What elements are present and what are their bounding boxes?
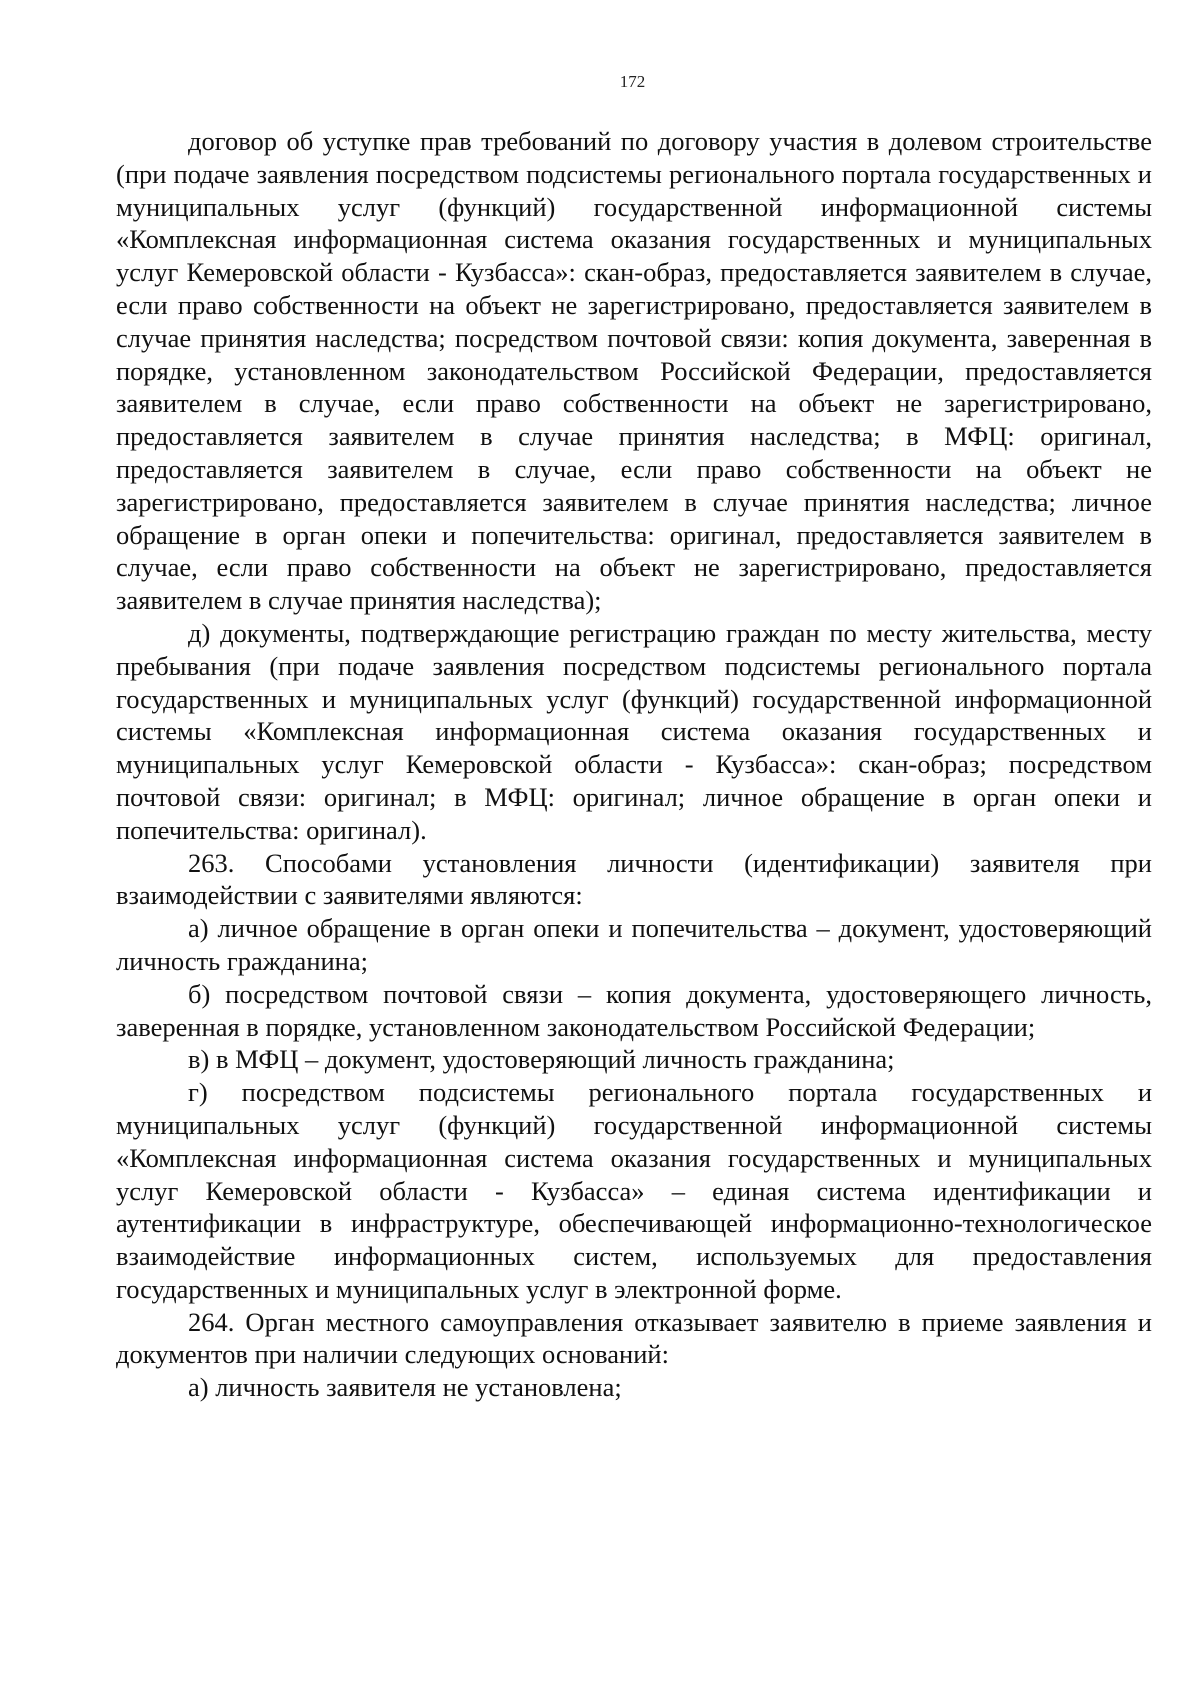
paragraph-263-item-a: а) личное обращение в орган опеки и попечительства – документ, удостоверяющий личность гражданина; [116, 913, 1152, 976]
paragraph-263-item-v: в) в МФЦ – документ, удостоверяющий личность гражданина; [188, 1044, 895, 1075]
page-number: 172 [619, 72, 646, 91]
paragraph-263-identification-methods: 263. Способами установления личности (идентификации) заявителя при взаимодействии с заявителями являются: [116, 847, 1152, 911]
paragraph-264-refusal-grounds: 264. Орган местного самоуправления отказывает заявителю в приеме заявления и документов при наличии следующих оснований: [116, 1306, 1152, 1370]
paragraph-263-item-b: б) посредством почтовой связи – копия документа, удостоверяющего личность, заверенная в порядке, установленном законодательством Российской Федерации; [116, 978, 1152, 1042]
paragraph-item-d-registration-documents: д) документы, подтверждающие регистрацию граждан по месту жительства, месту пребывания (при подаче заявления посредством подсистемы регионального портала государственных и муниципальных услуг (функций) государственной информационной системы «Комплексная информационная система оказания государственных и муниципальных услуг Кемеровской области - Кузбасса»: скан-образ; посредством почтовой связи: оригинал; в МФЦ: оригинал; личное обращение в орган опеки и попечительства: оригинал). [116, 617, 1152, 845]
paragraph-assignment-contract: договор об уступке прав требований по договору участия в долевом строительстве (при подаче заявления посредством подсистемы регионального портала государственных и муниципальных услуг (функций) государственной информационной системы «Комплексная информационная система оказания государственных и муниципальных услуг Кемеровской области - Кузбасса»: скан-образ, предоставляется заявителем в случае, если право собственности на объект не зарегистрировано, предоставляется заявителем в случае принятия наследства; посредством почтовой связи: копия документа, заверенная в порядке, установленном законодательством Российской Федерации, предоставляется заявителем в случае, если право собственности на объект не зарегистрировано, предоставляется заявителем в случае принятия наследства; в МФЦ: оригинал, предоставляется заявителем в случае, если право собственности на объект не зарегистрировано, предоставляется заявителем в случае принятия наследства; личное обращение в орган опеки и попечительства: оригинал, предоставляется заявителем в случае, если право собственности на объект не зарегистрировано, предоставляется заявителем в случае принятия наследства); [116, 126, 1152, 616]
paragraph-263-item-g: г) посредством подсистемы регионального портала государственных и муниципальных услуг (функций) государственной информационной системы «Комплексная информационная система оказания государственных и муниципальных услуг Кемеровской области - Кузбасса» – единая система идентификации и аутентификации в инфраструктуре, обеспечивающей информационно-технологическое взаимодействие информационных систем, используемых для предоставления государственных и муниципальных услуг в электронной форме. [116, 1077, 1152, 1304]
document-body [116, 125, 1152, 1404]
paragraph-264-item-a: а) личность заявителя не установлена; [188, 1372, 622, 1403]
